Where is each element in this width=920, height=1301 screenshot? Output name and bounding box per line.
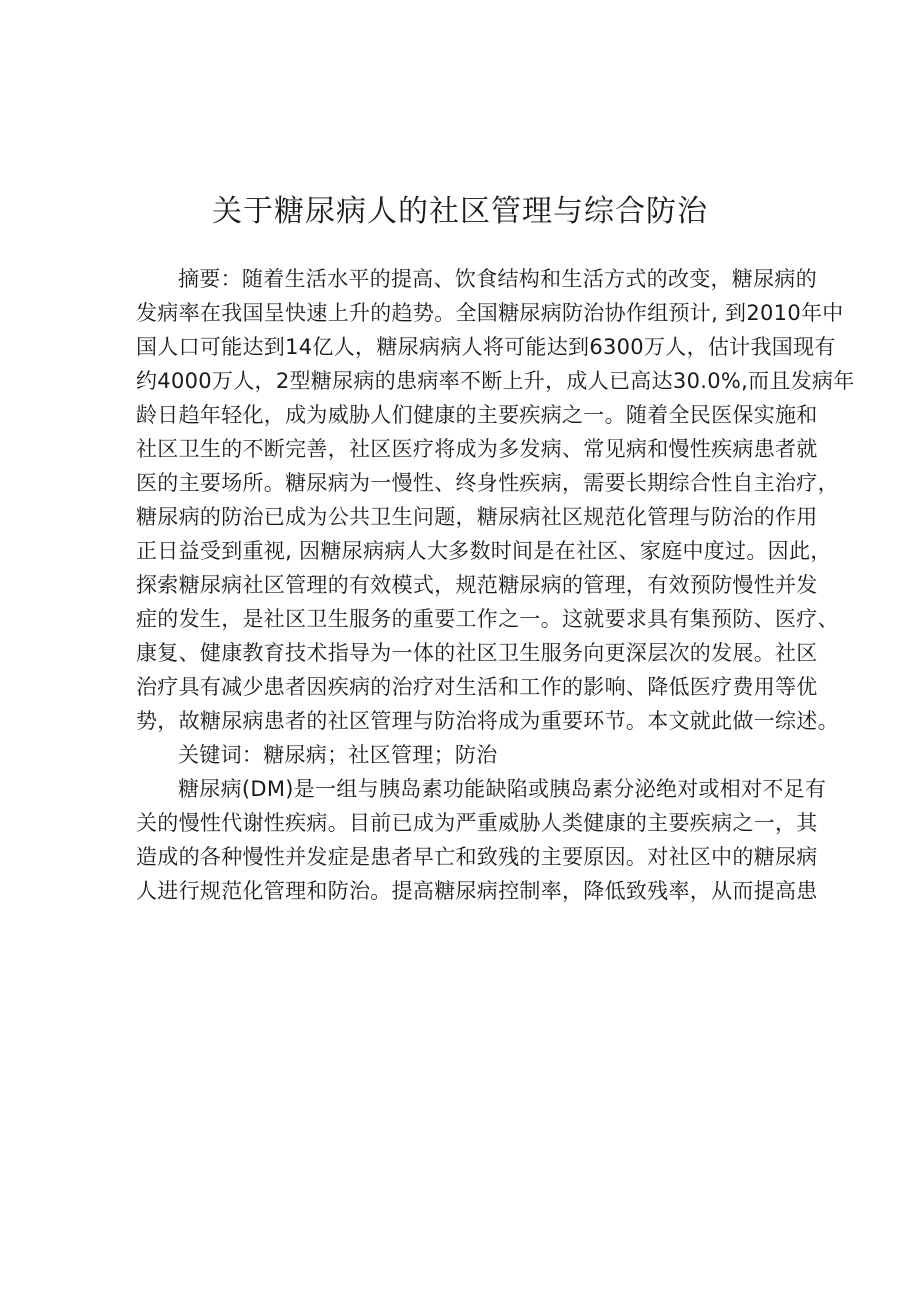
abstract-line: 治疗具有减少患者因疾病的治疗对生活和工作的影响、降低医疗费用等优: [136, 675, 818, 699]
abstract-line: 症的发生，是社区卫生服务的重要工作之一。这就要求具有集预防、医疗、: [136, 607, 839, 631]
abstract-line: 医的主要场所。糖尿病为一慢性、终身性疾病，需要长期综合性自主治疗，: [136, 471, 839, 495]
abstract-paragraph: [136, 262, 855, 738]
body-line: 人进行规范化管理和防治。提高糖尿病控制率，降低致残率，从而提高患: [136, 879, 818, 903]
document-title: 关于糖尿病人的社区管理与综合防治: [212, 194, 708, 229]
abstract-line: 糖尿病的防治已成为公共卫生问题，糖尿病社区规范化管理与防治的作用: [136, 505, 818, 529]
abstract-line: 正日益受到重视, 因糖尿病病人大多数时间是在社区、家庭中度过。因此，: [136, 539, 832, 563]
abstract-line: 康复、健康教育技术指导为一体的社区卫生服务向更深层次的发展。社区: [136, 641, 818, 665]
body-paragraph: [136, 772, 827, 908]
keywords-paragraph: [136, 738, 788, 772]
body-line: 关的慢性代谢性疾病。目前已成为严重威胁人类健康的主要疾病之一，其: [136, 811, 818, 835]
document-body: [136, 262, 855, 908]
abstract-line: 发病率在我国呈快速上升的趋势。全国糖尿病防治协作组预计, 到2010年中: [136, 301, 844, 325]
abstract-line: 龄日趋年轻化，成为威胁人们健康的主要疾病之一。随着全民医保实施和: [136, 403, 818, 427]
abstract-line: 势，故糖尿病患者的社区管理与防治将成为重要环节。本文就此做一综述。: [136, 709, 839, 733]
abstract-line: 社区卫生的不断完善，社区医疗将成为多发病、常见病和慢性疾病患者就: [136, 437, 818, 461]
abstract-line: 国人口可能达到14亿人，糖尿病病人将可能达到6300万人，估计我国现有: [136, 335, 836, 359]
keywords-line: 关键词：糖尿病；社区管理；防治: [178, 743, 498, 767]
body-line: 造成的各种慢性并发症是患者早亡和致残的主要原因。对社区中的糖尿病: [136, 845, 818, 869]
abstract-line: 探索糖尿病社区管理的有效模式，规范糖尿病的管理，有效预防慢性并发: [136, 573, 818, 597]
abstract-line: 摘要：随着生活水平的提高、饮食结构和生活方式的改变，糖尿病的: [178, 267, 817, 291]
abstract-line: 约4000万人，2型糖尿病的患病率不断上升，成人已高达30.0%,而且发病年: [136, 369, 855, 393]
body-line: 糖尿病(DM)是一组与胰岛素功能缺陷或胰岛素分泌绝对或相对不足有: [178, 777, 827, 801]
